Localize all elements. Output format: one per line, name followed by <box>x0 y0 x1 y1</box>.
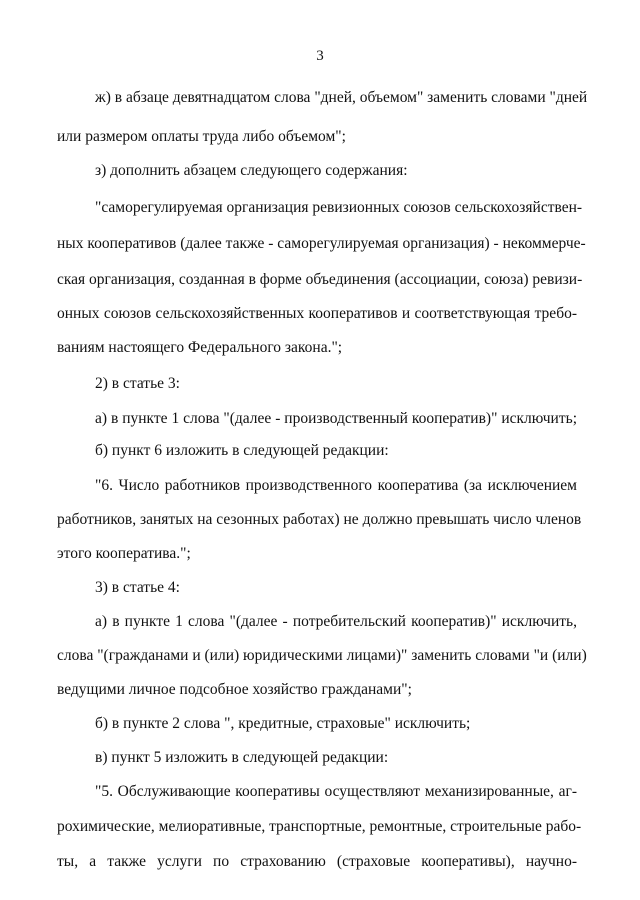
text-line: "саморегулируемая организация ревизионных союзов сельскохозяйствен- <box>95 199 583 216</box>
text-line: ж) в абзаце девятнадцатом слова "дней, объемом" заменить словами "дней <box>95 89 588 106</box>
text-line: а) в пункте 1 слова "(далее - производственный кооператив)" исключить; <box>95 410 577 427</box>
text-line: з) дополнить абзацем следующего содержания: <box>95 162 408 179</box>
page-number: 3 <box>316 48 324 64</box>
text-line: "5. Обслуживающие кооперативы осуществляют механизированные, аг- <box>95 783 577 800</box>
text-line: или размером оплаты труда либо объемом"; <box>57 128 346 145</box>
text-line: ская организация, созданная в форме объединения (ассоциации, союза) ревизи- <box>57 271 583 288</box>
text-line: б) пункт 6 изложить в следующей редакции: <box>95 442 389 459</box>
text-line: ных кооперативов (далее также - саморегулируемая организация) - некоммерче- <box>57 235 586 252</box>
text-line: а) в пункте 1 слова "(далее - потребительский кооператив)" исключить, <box>95 613 577 630</box>
text-line: 2) в статье 3: <box>95 375 180 392</box>
text-line: работников, занятых на сезонных работах) не должно превышать число членов <box>57 511 582 528</box>
text-line: в) пункт 5 изложить в следующей редакции: <box>95 749 389 766</box>
text-line: ты, а также услуги по страхованию (страховые кооперативы), научно- <box>57 853 577 870</box>
text-line: "6. Число работников производственного кооператива (за исключением <box>95 477 577 494</box>
text-line: онных союзов сельскохозяйственных кооперативов и соответствующая требо- <box>57 305 577 322</box>
text-line: ваниям настоящего Федерального закона."; <box>57 339 343 356</box>
text-line: слова "(гражданами и (или) юридическими лицами)" заменить словами "и (или) <box>57 647 587 664</box>
text-line: б) в пункте 2 слова ", кредитные, страховые" исключить; <box>95 715 471 732</box>
text-line: этого кооператива."; <box>57 545 191 562</box>
text-line: ведущими личное подсобное хозяйство гражданами"; <box>57 681 412 698</box>
text-line: рохимические, мелиоративные, транспортные, ремонтные, строительные рабо- <box>57 818 582 835</box>
text-line: 3) в статье 4: <box>95 579 180 596</box>
